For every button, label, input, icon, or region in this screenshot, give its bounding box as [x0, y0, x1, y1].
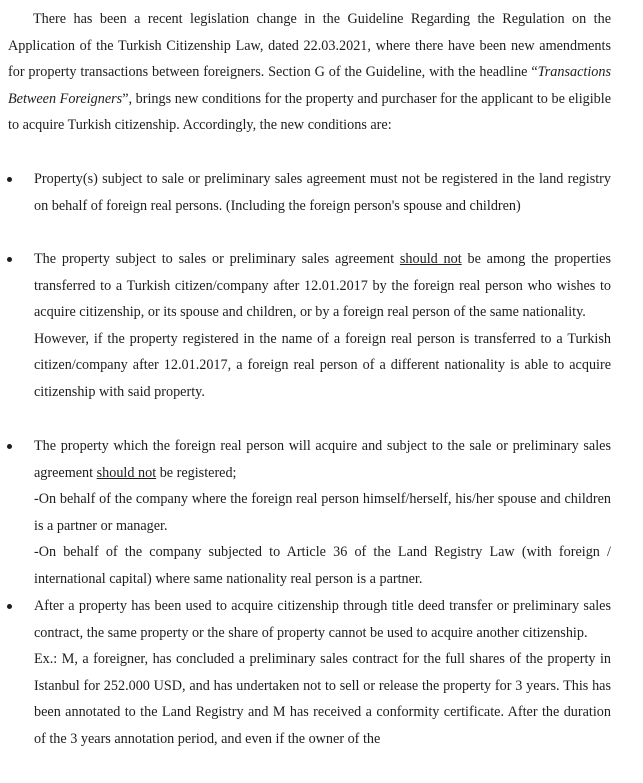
- bullet-3-text: [34, 433, 611, 486]
- bullet-dot-icon: [7, 444, 12, 449]
- intro-text-part1: There has been a recent legislation change in the Guideline Regarding the Regulation on the Application of the Turkish Citizenship Law, dated 22.03.2021, where there have been new amendments for property transactions between foreigners. Section G of the Guideline, with the headline “: [8, 11, 611, 81]
- bullet-item-1: [34, 166, 611, 219]
- bullet-dot-icon: [7, 257, 12, 262]
- bullet-2-before: The property subject to sales or preliminary sales agreement: [34, 251, 400, 267]
- bullet-3-sub1: -On behalf of the company where the foreign real person himself/herself, his/her spouse and children is a partner or manager.: [34, 491, 611, 534]
- bullet-item-2: [34, 246, 611, 406]
- bullet-2-text: [34, 246, 611, 326]
- intro-paragraph: [8, 6, 611, 139]
- bullet-2-note: However, if the property registered in the name of a foreign real person is transferred to a Turkish citizen/company after 12.01.2017, a foreign real person of a different nationality is able to acquire citizenship with said property.: [34, 330, 611, 400]
- bullet-2-emphasis: should not: [399, 251, 462, 267]
- bullet-4-example: Ex.: M, a foreigner, has concluded a preliminary sales contract for the full shares of the property in Istanbul for 252.000 USD, and has undertaken not to sell or release the property for 3 years. This has been annotated to the Land Registry and M has received a conformity certificate. After the duration of the 3 years annotation period, and even if the owner of the: [34, 651, 611, 747]
- bullet-item-4: [34, 593, 611, 753]
- bullet-item-3: [34, 433, 611, 593]
- bullet-dot-icon: [7, 177, 12, 182]
- bullet-4-text: After a property has been used to acquire citizenship through title deed transfer or preliminary sales contract, the same property or the share of property cannot be used to acquire another citizenship.: [34, 598, 611, 641]
- bullet-2-after: be among the properties transferred to a Turkish citizen/company after 12.01.2017 by the foreign real person who wishes to acquire citizenship, or its spouse and children, or by a foreign real person of the same nationality.: [34, 251, 611, 321]
- bullet-3-sub2: -On behalf of the company subjected to Article 36 of the Land Registry Law (with foreign / international capital) where same nationality real person is a partner.: [34, 544, 611, 587]
- bullet-3-after: be registered;: [156, 464, 237, 481]
- bullet-1-text: Property(s) subject to sale or preliminary sales agreement must not be registered in the land registry on behalf of foreign real persons. (Including the foreign person's spouse and children): [34, 171, 611, 214]
- bullet-dot-icon: [7, 604, 12, 609]
- bullet-3-emphasis: should not: [96, 464, 157, 481]
- intro-text-part2: ”, brings new conditions for the property and purchaser for the applicant to be eligible to acquire Turkish citizenship. Accordingly, the new conditions are:: [8, 90, 612, 134]
- bullet-3-before: The property which the foreign real person will acquire and subject to the sale or preliminary sales agreement: [34, 438, 611, 481]
- intro-headline: Transactions Between Foreigners: [8, 64, 611, 107]
